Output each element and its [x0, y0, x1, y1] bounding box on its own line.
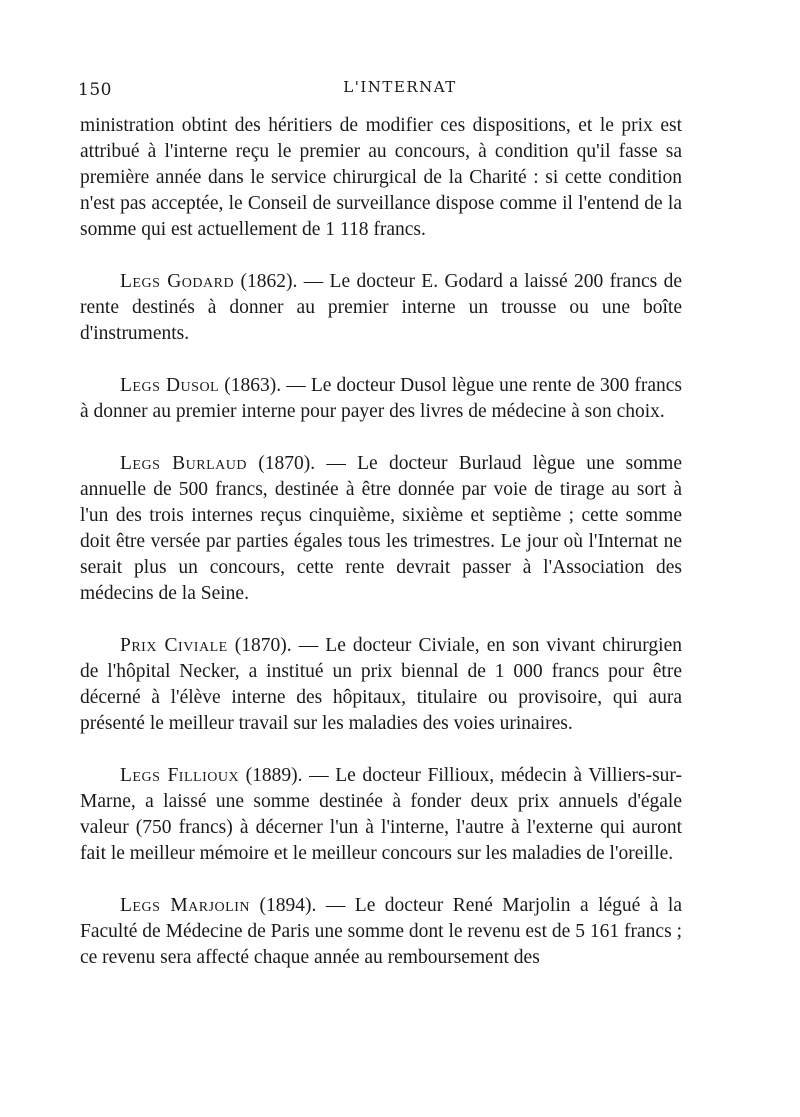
- entry-label: Prix Civiale: [120, 635, 228, 656]
- paragraph-text: — Le docteur Burlaud lègue une somme annuelle de 500 francs, destinée à être donnée par voie de tirage au sort à l'un des trois internes reçus cinquième, sixième et septième ; cette somme doit être versée par parties égales tous les trimestres. Le jour où l'Internat ne serait plus un concours, cette rente devrait passer à l'Association des médecins de la Seine.: [80, 453, 683, 604]
- paragraph-legs-marjolin: [80, 893, 682, 971]
- paragraph-text: ministration obtint des héritiers de modifier ces dispositions, et le prix est attribué à l'interne reçu le premier au concours, à condition qu'il fasse sa première année dans le service chirurgical de la Charité : si cette condition n'est pas acceptée, le Conseil de surveillance dispose comme il l'entend de la somme qui est actuellement de 1 118 francs.: [80, 115, 682, 240]
- entry-year: (1870).: [258, 453, 316, 474]
- page-number: 150: [78, 80, 112, 100]
- paragraph-legs-fillioux: [80, 763, 682, 867]
- paragraph-legs-dusol: [80, 373, 682, 425]
- entry-label: Legs Marjolin: [120, 895, 250, 916]
- paragraph-text: — Le docteur Dusol lègue une rente de 300 francs à donner au premier interne pour payer des livres de médecine à son choix.: [80, 375, 683, 422]
- paragraph-prix-civiale: [80, 633, 682, 737]
- paragraph-text: — Le docteur E. Godard a laissé 200 francs de rente destinés à donner au premier interne un trousse ou une boîte d'instruments.: [80, 271, 682, 344]
- paragraph-text: — Le docteur Fillioux, médecin à Villiers-sur-Marne, a laissé une somme destinée à fonder deux prix annuels d'égale valeur (750 francs) à décerner l'un à l'interne, l'autre à l'externe qui auront fait le meilleur mémoire et le meilleur concours sur les maladies de l'oreille.: [80, 765, 683, 864]
- entry-label: Legs Fillioux: [120, 765, 240, 786]
- entry-year: (1870).: [234, 635, 292, 656]
- paragraph-continuation: [80, 113, 682, 243]
- entry-label: Legs Burlaud: [120, 453, 247, 474]
- entry-label: Legs Dusol: [120, 375, 220, 396]
- entry-year: (1889).: [245, 765, 303, 786]
- paragraph-legs-burlaud: [80, 451, 682, 607]
- running-title: L'INTERNAT: [343, 78, 457, 96]
- entry-year: (1862).: [240, 271, 298, 292]
- paragraph-text: — Le docteur Civiale, en son vivant chirurgien de l'hôpital Necker, a institué un prix biennal de 1 000 francs pour être décerné à l'élève interne des hôpitaux, titulaire ou provisoire, qui aura présenté le meilleur travail sur les maladies des voies urinaires.: [80, 635, 682, 734]
- body-text: [80, 113, 682, 971]
- paragraph-text: — Le docteur René Marjolin a légué à la Faculté de Médecine de Paris une somme dont le revenu est de 5 161 francs ; ce revenu sera affecté chaque année au remboursement des: [80, 895, 682, 968]
- entry-year: (1863).: [224, 375, 282, 396]
- paragraph-legs-godard: [80, 269, 682, 347]
- entry-label: Legs Godard: [120, 271, 235, 292]
- entry-year: (1894).: [259, 895, 317, 916]
